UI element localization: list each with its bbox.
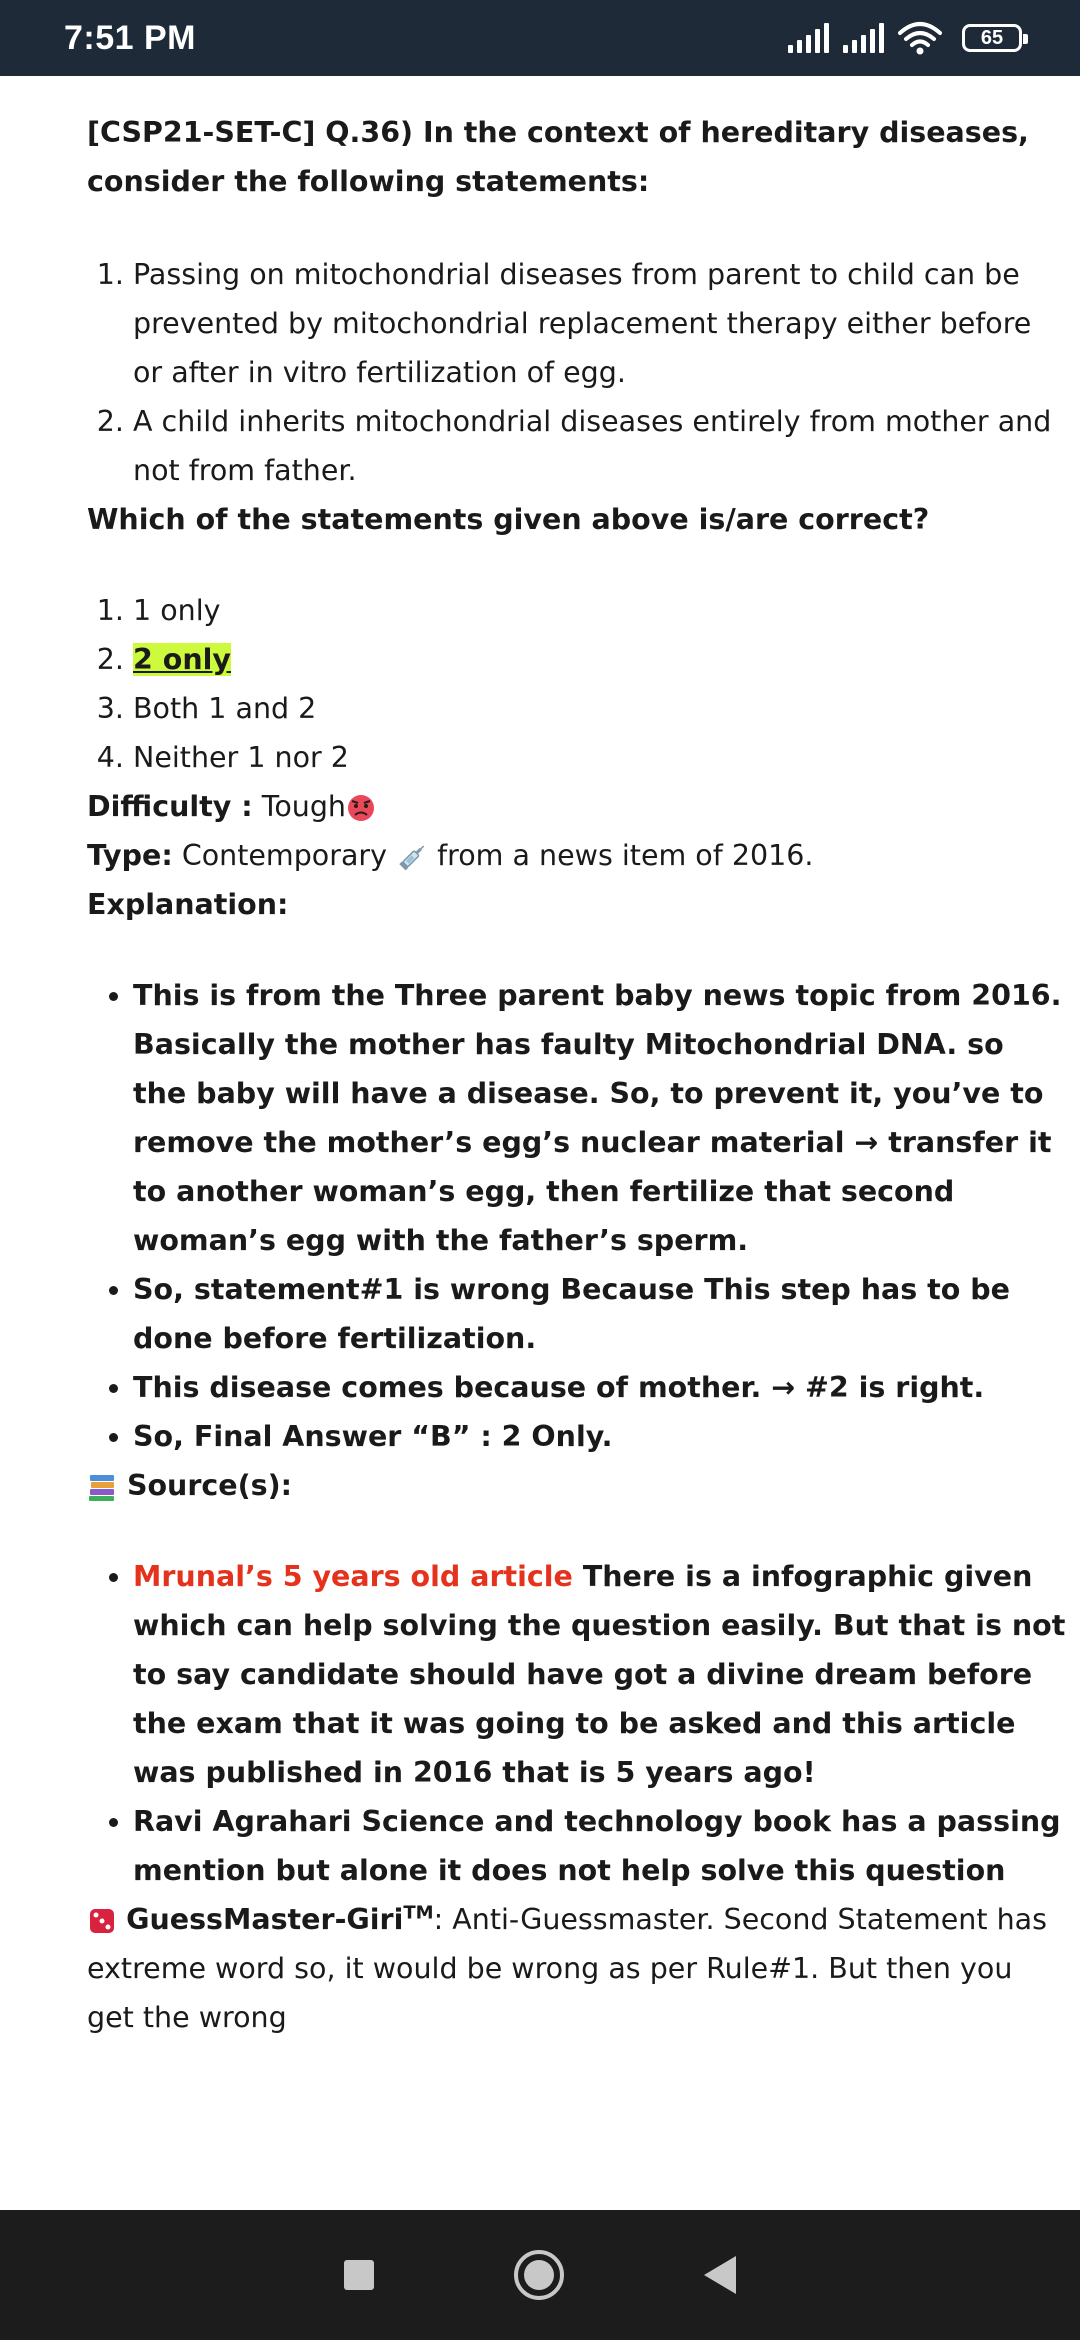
explanation-point-2: • So, statement#1 is wrong Because This step has to be done before fertilization.	[133, 1265, 1066, 1363]
statements-list	[87, 250, 1066, 495]
signal-icon-2	[843, 23, 884, 53]
signal-icon	[788, 23, 829, 53]
option-3: 3. Both 1 and 2	[133, 684, 1066, 733]
explanation-list	[87, 971, 1066, 1461]
difficulty-line	[87, 782, 1066, 831]
trademark-mark: TM	[403, 1902, 434, 1924]
syringe-icon	[396, 842, 428, 872]
question-title: [CSP21-SET-C] Q.36) In the context of hereditary diseases, consider the following statements:	[87, 116, 1029, 198]
explanation-point-3: • This disease comes because of mother. → #2 is right.	[133, 1363, 1066, 1412]
books-icon	[87, 1472, 117, 1502]
type-value: Contemporary	[181, 839, 387, 872]
home-button[interactable]	[514, 2250, 564, 2300]
explanation-point-1: • This is from the Three parent baby news topic from 2016. Basically the mother has faulty Mitochondrial DNA. so the baby will have a disease. So, to prevent it, you’ve to remove the mother’s egg’s nuclear material → transfer it to another woman’s egg, then fertilize that second woman’s egg with the father’s sperm.	[133, 971, 1066, 1265]
options-list	[87, 586, 1066, 782]
article-content[interactable]	[0, 76, 1080, 2210]
sources-heading-line	[87, 1461, 1066, 1510]
guessmaster-name: GuessMaster-Giri	[126, 1903, 404, 1936]
option-1: 1. 1 only	[133, 586, 1066, 635]
explanation-heading: Explanation:	[87, 888, 289, 921]
navigation-bar	[0, 2210, 1080, 2340]
battery-level: 65	[980, 26, 1004, 49]
option-4: 4. Neither 1 nor 2	[133, 733, 1066, 782]
sources-list	[87, 1552, 1066, 1895]
wifi-icon	[898, 21, 942, 55]
guessmaster-line	[87, 1895, 1066, 2042]
statement-2: 2. A child inherits mitochondrial diseases entirely from mother and not from father.	[133, 397, 1066, 495]
type-line	[87, 831, 1066, 880]
status-time: 7:51 PM	[64, 18, 196, 57]
sources-heading: Source(s):	[126, 1469, 293, 1502]
back-button[interactable]	[704, 2256, 736, 2294]
dice-icon	[87, 1906, 117, 1936]
type-label: Type:	[87, 839, 173, 872]
option-2	[133, 635, 1066, 684]
home-icon	[524, 2260, 554, 2290]
status-bar	[0, 0, 1080, 76]
correct-answer-highlight: 2 only	[133, 643, 231, 676]
recents-button[interactable]	[344, 2260, 374, 2290]
difficulty-label: Difficulty :	[87, 790, 253, 823]
statement-1: 1. Passing on mitochondrial diseases from parent to child can be prevented by mitochondrial replacement therapy either before or after in vitro fertilization of egg.	[133, 250, 1066, 397]
difficulty-value: Tough	[261, 790, 346, 823]
guessmaster-text: : Anti-Guessmaster. Second Statement has extreme word so, it would be wrong as per Rule#1. But then you get the wrong	[87, 1903, 1047, 2034]
type-value-rest: from a news item of 2016.	[437, 839, 814, 872]
status-icons	[788, 21, 1022, 55]
source-item-1-text: There is a infographic given which can help solving the question easily. But that is not to say candidate should have got a divine dream before the exam that it was going to be asked and this article was published in 2016 that is 5 years ago!	[133, 1560, 1066, 1789]
question-prompt: Which of the statements given above is/are correct?	[87, 503, 930, 536]
angry-face-icon	[346, 793, 376, 823]
explanation-point-4: • So, Final Answer “B” : 2 Only.	[133, 1412, 1066, 1461]
battery-icon	[962, 24, 1022, 52]
source-item-1	[133, 1552, 1066, 1797]
source-item-2: • Ravi Agrahari Science and technology book has a passing mention but alone it does not help solve this question	[133, 1797, 1066, 1895]
mrunal-article-link[interactable]: Mrunal’s 5 years old article	[133, 1560, 573, 1593]
